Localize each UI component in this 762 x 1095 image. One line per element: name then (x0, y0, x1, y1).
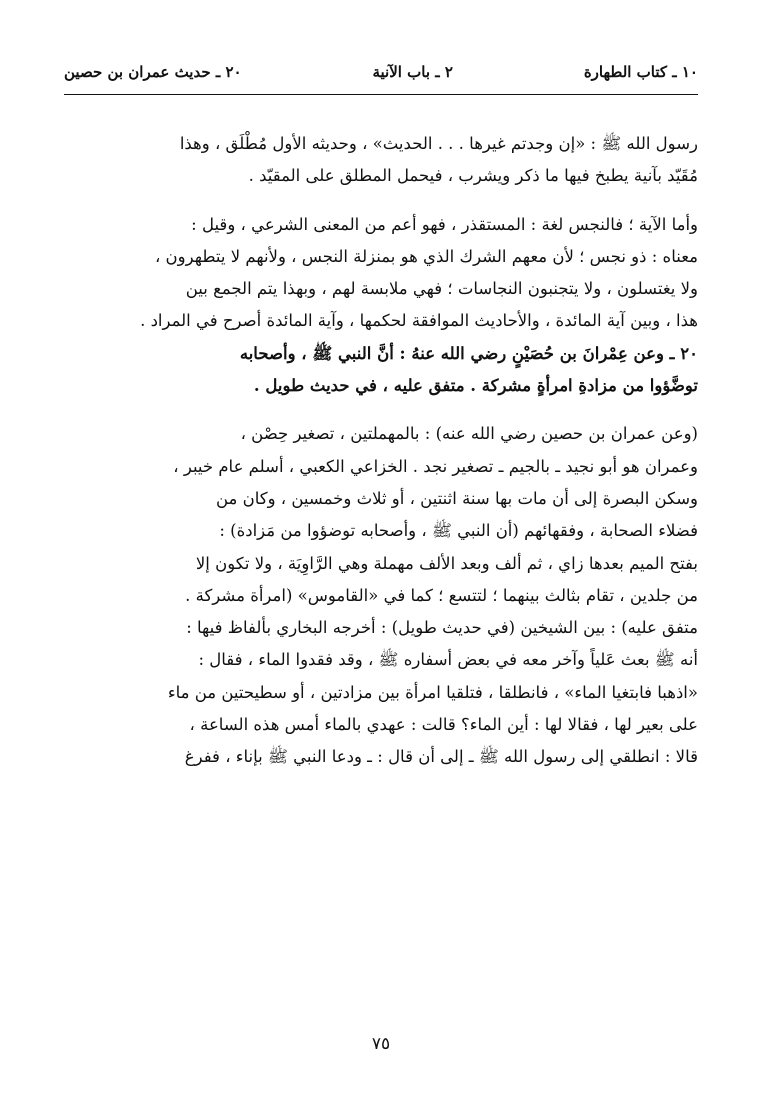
paragraph-commentary-3 (64, 418, 698, 773)
text-line: معناه : ذو نجس ؛ لأن معهم الشرك الذي هو بمنزلة النجس ، ولأنهم لا يتطهرون ، (154, 246, 698, 266)
hadith-text (64, 338, 698, 403)
text-line: قالا : انطلقي إلى رسول الله ﷺ ـ إلى أن قال : ـ ودعا النبي ﷺ بإناء ، ففرغ (184, 747, 698, 767)
header-book-title: ١٠ ـ كتاب الطهارة (583, 63, 698, 81)
text-line: وعمران هو أبو نجيد ـ بالجيم ـ تصغير نجد . الخزاعي الكعبي ، أسلم عام خيبر ، (173, 456, 698, 476)
text-line: وأما الآية ؛ فالنجس لغة : المستقذر ، فهو أعم من المعنى الشرعي ، وقيل : (191, 214, 698, 234)
header-chapter: ٢ ـ باب الآنية (372, 63, 453, 81)
text-line: ٢٠ ـ وعن عِمْرانَ بن حُصَيْنٍ رضي الله عنهُ : أنَّ النبي ﷺ ، وأصحابه (239, 343, 698, 363)
text-line: أنه ﷺ بعث عَلياً وآخر معه في بعض أسفاره ﷺ ، وقد فقدوا الماء ، فقال : (198, 650, 698, 670)
text-line: على بعير لها ، فقالا لها : أين الماء؟ قالت : عهدي بالماء أمس هذه الساعة ، (189, 715, 698, 735)
text-line: فضلاء الصحابة ، وفقهائهم (أن النبي ﷺ ، وأصحابه توضؤوا من مَزادة) : (219, 521, 698, 541)
paragraph-commentary-2 (64, 209, 698, 338)
paragraph-commentary-1 (64, 128, 698, 193)
text-line: من جلدين ، تقام بثالث بينهما ؛ لتتسع ؛ كما في «القاموس» (امرأة مشركة . (185, 585, 698, 605)
text-line: ولا يغتسلون ، ولا يتجنبون النجاسات ؛ فهي ملابسة لهم ، وبهذا يتم الجمع بين (185, 279, 698, 299)
text-line: مُقَيّد بآنية يطبخ فيها ما ذكر ويشرب ، فيحمل المطلق على المقيّد . (248, 166, 698, 186)
text-line: توضَّؤوا من مزادةِ امرأةٍ مشركة . متفق عليه ، في حديث طويل . (253, 376, 698, 396)
page-body (64, 128, 698, 774)
text-line: (وعن عمران بن حصين رضي الله عنه) : بالمهملتين ، تصغير حِصْن ، (240, 424, 698, 444)
page-number: ٧٥ (371, 1034, 391, 1054)
text-line: هذا ، وبين آية المائدة ، والأحاديث الموافقة لحكمها ، وآية المائدة أصرح في المراد . (140, 311, 698, 331)
header-hadith-title: ٢٠ ـ حديث عمران بن حصين (64, 63, 242, 81)
running-header (64, 58, 698, 86)
text-line: متفق عليه) : بين الشيخين (في حديث طويل) : أخرجه البخاري بألفاظ فيها : (186, 618, 698, 638)
header-divider (64, 94, 698, 95)
text-line: رسول الله ﷺ : «إن وجدتم غيرها . . . الحديث» ، وحديثه الأول مُطْلَق ، وهذا (179, 134, 698, 153)
text-line: وسكن البصرة إلى أن مات بها سنة اثنتين ، أو ثلاث وخمسين ، وكان من (215, 488, 698, 508)
text-line: «اذهبا فابتغيا الماء» ، فانطلقا ، فتلقيا امرأة بين مزادتين ، أو سطيحتين من ماء (167, 682, 698, 702)
text-line: بفتح الميم بعدها زاي ، ثم ألف وبعد الألف مهملة وهي الرَّاوِيَة ، ولا تكون إلا (195, 553, 698, 573)
